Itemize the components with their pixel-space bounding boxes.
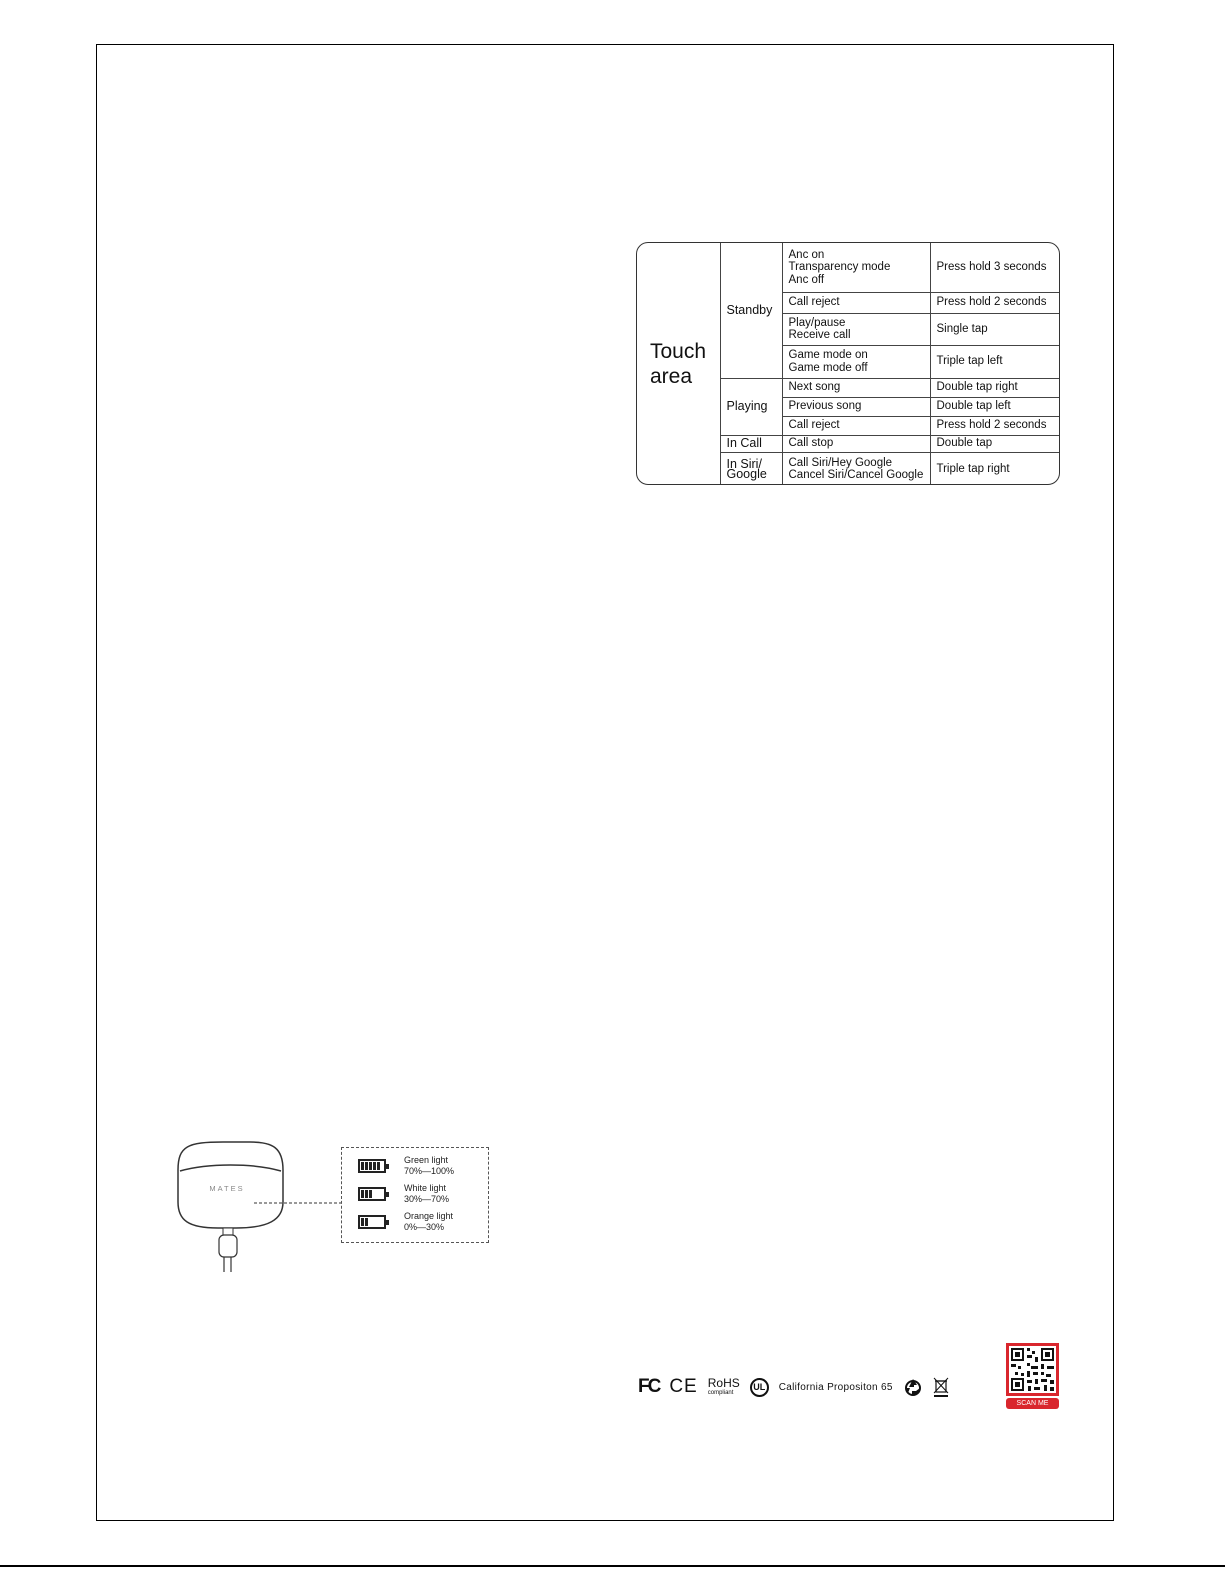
battery-bar — [361, 1190, 364, 1198]
action-cell — [782, 243, 930, 292]
light-color-label: Green light — [404, 1155, 449, 1165]
action-cell — [782, 435, 930, 452]
table-row — [637, 243, 1059, 292]
battery-level-row — [358, 1182, 449, 1206]
battery-bar — [373, 1162, 376, 1170]
ul-logo: UL — [750, 1378, 769, 1397]
state-label: In Siri/ Google — [720, 452, 782, 485]
light-color-label: White light — [404, 1183, 447, 1193]
action-text: Cancel Siri/Cancel Google — [788, 469, 924, 482]
battery-bar — [365, 1218, 368, 1226]
gesture-cell: Single tap — [930, 313, 1059, 345]
gesture-cell: Triple tap left — [930, 345, 1059, 378]
battery-level-text — [404, 1211, 453, 1233]
battery-bar — [369, 1190, 372, 1198]
action-text: Play/pause — [788, 316, 846, 329]
gesture-cell: Double tap left — [930, 397, 1059, 416]
certification-row — [638, 1374, 949, 1400]
state-label: In Call — [720, 435, 782, 452]
rohs-sub-label: compliant — [707, 1390, 734, 1396]
qr-code[interactable] — [1006, 1343, 1059, 1396]
action-cell — [782, 452, 930, 485]
battery-level-legend — [341, 1147, 489, 1243]
battery-bar — [369, 1162, 372, 1170]
touch-area-label: Touch area — [637, 243, 720, 485]
ce-logo: CE — [669, 1376, 698, 1397]
case-brand-text: MATES — [209, 1184, 245, 1193]
action-cell — [782, 345, 930, 378]
action-cell — [782, 397, 930, 416]
battery-icon — [358, 1187, 386, 1201]
state-label: Playing — [720, 378, 782, 435]
gesture-cell: Press hold 2 seconds — [930, 416, 1059, 435]
scan-me-badge[interactable]: SCAN ME — [1006, 1398, 1059, 1409]
action-text: Next song — [788, 381, 841, 394]
battery-level-row — [358, 1154, 454, 1178]
action-cell — [782, 292, 930, 313]
action-text: Call reject — [788, 419, 840, 432]
rohs-label: RoHS — [707, 1376, 740, 1390]
battery-bar — [361, 1218, 364, 1226]
rohs-logo — [708, 1377, 740, 1397]
light-color-label: Orange light — [404, 1211, 454, 1221]
gesture-cell: Double tap right — [930, 378, 1059, 397]
action-text: Anc on — [788, 248, 825, 261]
action-text: Transparency mode — [788, 261, 891, 273]
action-text: Anc off — [788, 273, 825, 286]
battery-bar — [365, 1190, 368, 1198]
gesture-cell: Press hold 2 seconds — [930, 292, 1059, 313]
action-text: Call Siri/Hey Google — [788, 456, 893, 469]
battery-icon — [358, 1215, 386, 1229]
action-cell — [782, 378, 930, 397]
battery-level-row — [358, 1210, 453, 1234]
recycle-icon — [903, 1377, 923, 1397]
gesture-cell: Double tap — [930, 435, 1059, 452]
action-text: Game mode off — [788, 361, 868, 374]
action-text: Call stop — [788, 437, 834, 450]
prop65-label: California Propositon 65 — [778, 1381, 893, 1393]
action-text: Game mode on — [788, 349, 868, 361]
bottom-rule — [0, 1565, 1225, 1567]
action-text: Receive call — [788, 329, 851, 341]
battery-icon — [358, 1159, 386, 1173]
charge-range-label: 70%—100% — [404, 1166, 455, 1176]
charge-range-label: 30%—70% — [404, 1194, 450, 1204]
gesture-cell: Triple tap right — [930, 452, 1059, 485]
action-text: Previous song — [788, 400, 862, 413]
touch-control-table — [636, 242, 1060, 485]
action-cell — [782, 313, 930, 345]
action-text: Call reject — [788, 296, 840, 309]
gesture-cell: Press hold 3 seconds — [930, 243, 1059, 292]
battery-level-text — [404, 1155, 454, 1177]
battery-level-text — [404, 1183, 449, 1205]
weee-bin-icon — [933, 1377, 949, 1397]
battery-bar — [361, 1162, 364, 1170]
battery-bar — [365, 1162, 368, 1170]
battery-bar — [377, 1162, 380, 1170]
fcc-logo: FC — [638, 1376, 660, 1397]
state-label: Standby — [720, 243, 782, 378]
action-cell — [782, 416, 930, 435]
charge-range-label: 0%—30% — [404, 1222, 445, 1232]
